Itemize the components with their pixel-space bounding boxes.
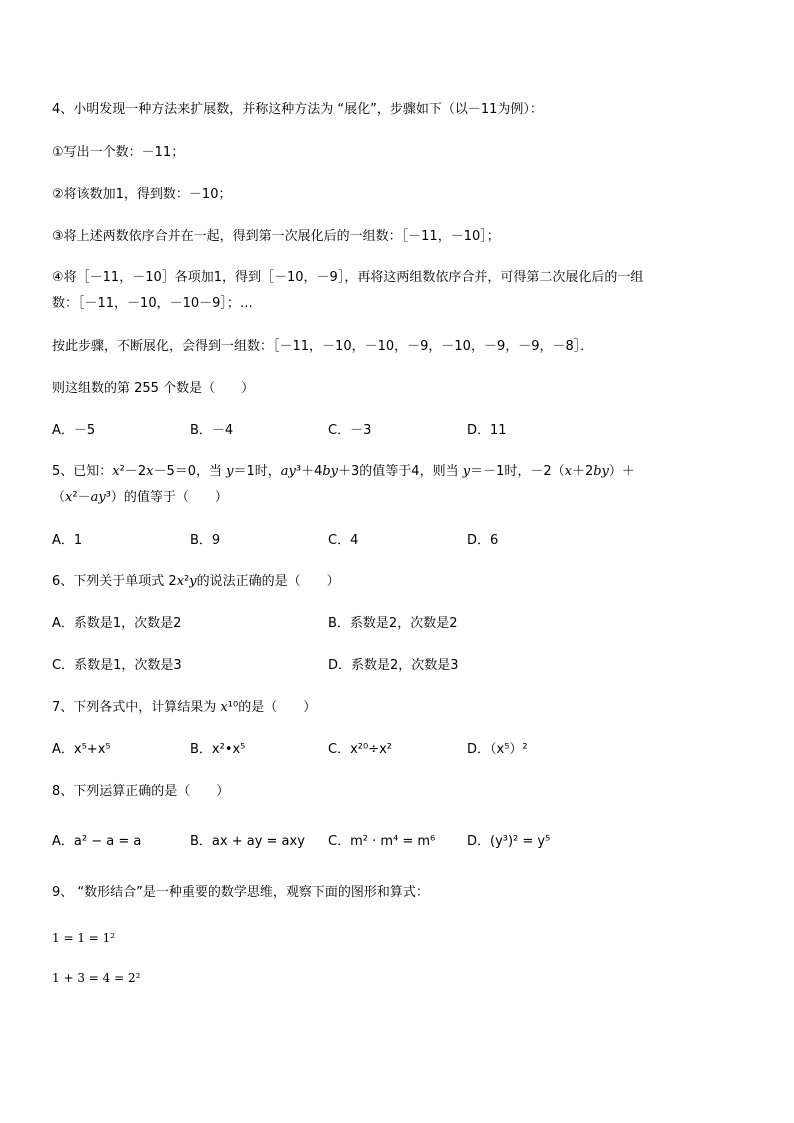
- q7-option-a: A．x⁵+x⁵: [52, 742, 111, 757]
- q4-step3: ③将上述两数依序合并在一起，得到第一次展化后的一组数：［－11，－10］；: [52, 229, 500, 244]
- q6-option-d: D．系数是2，次数是3: [328, 658, 459, 673]
- q4-option-b: B．－4: [190, 423, 234, 438]
- q6-option-a: A．系数是1，次数是2: [52, 616, 182, 631]
- q7-option-d: D．（x⁵）²: [467, 742, 528, 757]
- q9-stem: 9、 “数形结合”是一种重要的数学思维，观察下面的图形和算式：: [52, 885, 429, 900]
- q8-stem: 8、下列运算正确的是（ ）: [52, 784, 230, 799]
- q4-step4-line1: ④将［－11，－10］各项加1，得到［－10，－9］，再将这两组数依序合并，可得第二次展化后的一组: [52, 270, 644, 285]
- q6-stem: 6、下列关于单项式 2x²y的说法正确的是（ ）: [52, 574, 340, 589]
- q4-stem: 4、小明发现一种方法来扩展数，并称这种方法为 “展化”，步骤如下（以－11为例）：: [52, 102, 543, 117]
- q4-step4-line2: 数：［－11，－10，－10－9］；…: [52, 296, 253, 311]
- q8-option-c: C．m² · m⁴ = m⁶: [328, 834, 436, 849]
- q4-option-a: A．－5: [52, 423, 96, 438]
- q4-step1: ①写出一个数：－11；: [52, 145, 185, 160]
- q4-step2: ②将该数加1，得到数：－10；: [52, 187, 232, 202]
- q7-option-b: B．x²•x⁵: [190, 742, 246, 757]
- q6-option-b: B．系数是2，次数是2: [328, 616, 458, 631]
- q5-option-d: D．6: [467, 533, 499, 548]
- q5-option-c: C．4: [328, 533, 359, 548]
- q5-option-a: A．1: [52, 533, 83, 548]
- q5-stem-line2: （x²－ay³）的值等于（ ）: [52, 490, 228, 505]
- q7-stem: 7、下列各式中，计算结果为 x¹⁰的是（ ）: [52, 700, 317, 715]
- q8-option-d: D．(y³)² = y⁵: [467, 834, 551, 849]
- q8-option-b: B．ax + ay = axy: [190, 834, 305, 849]
- q9-equation-1: 1 = 1 = 1²: [52, 931, 116, 945]
- q4-option-c: C．－3: [328, 423, 372, 438]
- q9-equation-2: 1 + 3 = 4 = 2²: [52, 971, 141, 985]
- q4-conclusion: 按此步骤，不断展化，会得到一组数：［－11，－10，－10，－9，－10，－9，－9，－8］．: [52, 339, 594, 354]
- q5-stem-line1: 5、已知：x²－2x－5＝0，当 y＝1时，ay³＋4by＋3的值等于4，则当 y＝－1时，－2（x＋2by）＋: [52, 464, 635, 479]
- q8-option-a: A．a² − a = a: [52, 834, 142, 849]
- q6-option-c: C．系数是1，次数是3: [52, 658, 182, 673]
- q4-question: 则这组数的第 255 个数是（ ）: [52, 381, 255, 396]
- q4-option-d: D．11: [467, 423, 507, 438]
- q7-option-c: C．x²⁰÷x²: [328, 742, 392, 757]
- q5-option-b: B．9: [190, 533, 221, 548]
